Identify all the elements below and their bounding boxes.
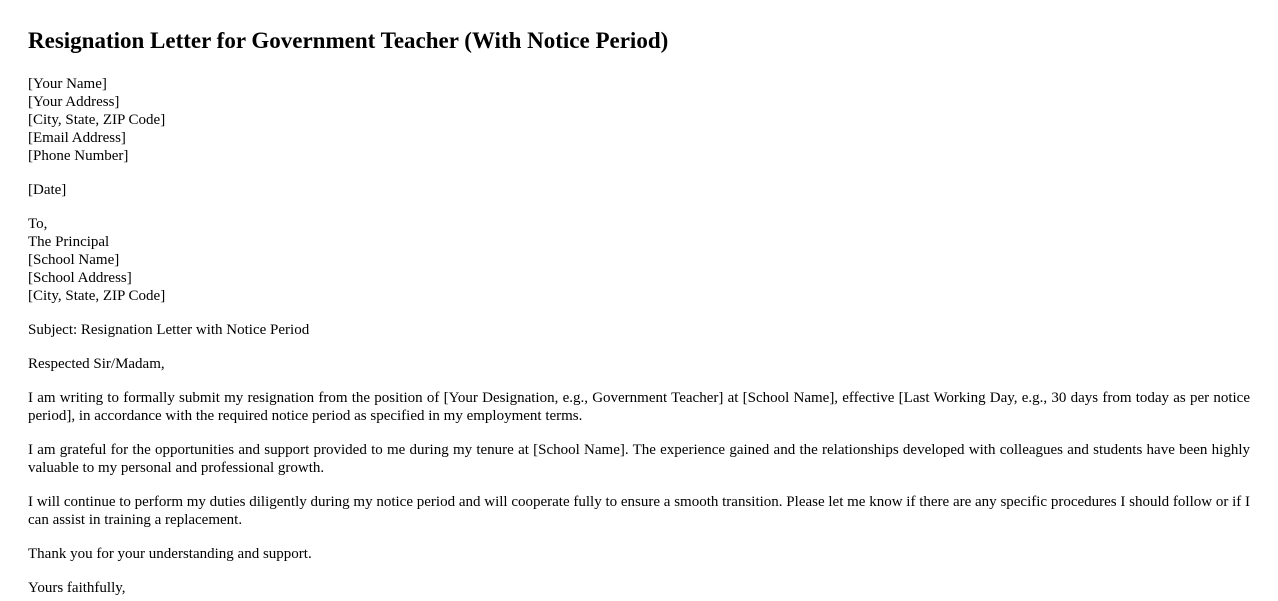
salutation: Respected Sir/Madam, [28, 356, 165, 372]
page-title: Resignation Letter for Government Teacher (With Notice Period) [28, 28, 669, 53]
subject-line: Subject: Resignation Letter with Notice Period [28, 322, 310, 338]
sender-city-state-zip: [City, State, ZIP Code] [28, 112, 166, 128]
sender-address: [Your Address] [28, 94, 120, 110]
closing-line: Yours faithfully, [28, 580, 126, 596]
sender-name: [Your Name] [28, 76, 107, 92]
body-paragraph-transition: I will continue to perform my duties diligently during my notice period and will cooperate fully to ensure a smooth transition. Please let me know if there are any specific procedures I should follow or if I can assist in training a replacement. [28, 494, 1250, 528]
recipient-school-name: [School Name] [28, 252, 120, 268]
recipient-school-address: [School Address] [28, 270, 132, 286]
body-paragraph-thanks: Thank you for your understanding and support. [28, 546, 312, 562]
sender-address-block [28, 75, 1250, 165]
recipient-city-state-zip: [City, State, ZIP Code] [28, 288, 166, 304]
letter-date: [Date] [28, 182, 67, 198]
sender-phone: [Phone Number] [28, 148, 129, 164]
recipient-to: To, [28, 216, 48, 232]
body-paragraph-gratitude: I am grateful for the opportunities and support provided to me during my tenure at [School Name]. The experience gained and the relationships developed with colleagues and students have been highly valuable to my personal and professional growth. [28, 442, 1250, 476]
recipient-title: The Principal [28, 234, 110, 250]
date-block [28, 181, 1250, 199]
body-paragraph-resignation: I am writing to formally submit my resignation from the position of [Your Designation, e.g., Government Teacher] at [School Name], effective [Last Working Day, e.g., 30 days from today as per notice period], in accordance with the required notice period as specified in my employment terms. [28, 390, 1250, 424]
recipient-address-block [28, 215, 1250, 305]
sender-email: [Email Address] [28, 130, 126, 146]
